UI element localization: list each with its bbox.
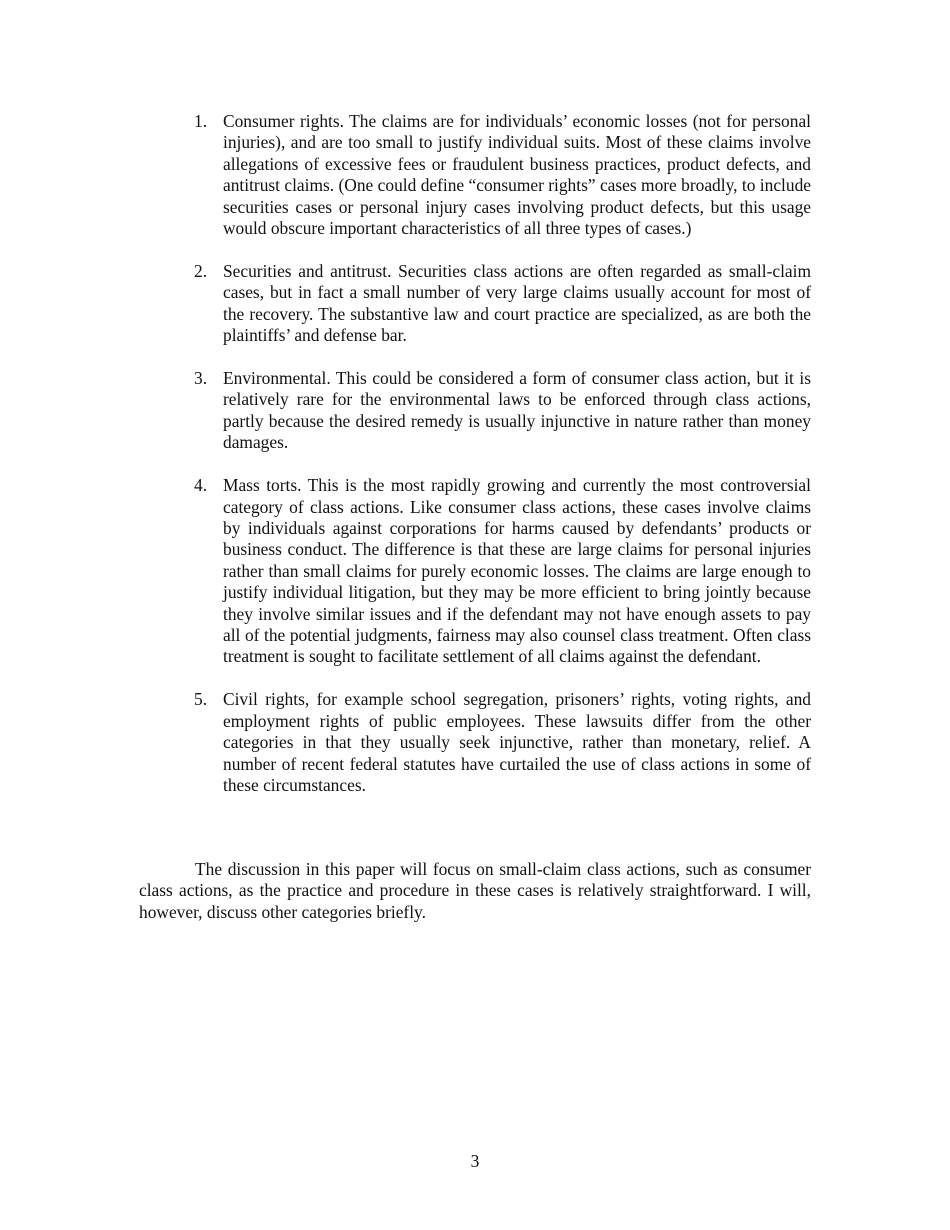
list-item (194, 689, 811, 796)
list-item (194, 475, 811, 668)
list-item (194, 261, 811, 347)
list-item-text: Mass torts. This is the most rapidly growing and currently the most controversial category of class actions. Like consumer class actions, these cases involve claims by individuals against corporations for harms caused by defendants’ products or business conduct. The difference is that these are large claims for personal injuries rather than small claims for purely economic losses. The claims are large enough to justify individual litigation, but they may be more efficient to bring jointly because they involve similar issues and if the defendant may not have enough assets to pay all of the potential judgments, fairness may also counsel class treatment. Often class treatment is sought to facilitate settlement of all claims against the defendant. (223, 475, 811, 667)
closing-paragraph: The discussion in this paper will focus on small-claim class actions, such as consumer class actions, as the practice and procedure in these cases is relatively straightforward. I will, however, discuss other categories briefly. (139, 859, 811, 922)
list-item-text: Securities and antitrust. Securities class actions are often regarded as small-claim cases, but in fact a small number of very large claims usually account for most of the recovery. The substantive law and court practice are specialized, as are both the plaintiffs’ and defense bar. (223, 260, 811, 346)
list-item-number: 1. (194, 111, 208, 131)
list-item (194, 111, 811, 239)
list-item-text: Consumer rights. The claims are for individuals’ economic losses (not for personal injuries), and are too small to justify individual suits. Most of these claims involve allegations of excessive fees or fraudulent business practices, product defects, and antitrust claims. (One could define “consumer rights” cases more broadly, to include securities cases or personal injury cases involving product defects, but this usage would obscure important characteristics of all three types of cases.) (223, 111, 811, 239)
list-item-text: Environmental. This could be considered a form of consumer class action, but it is relatively rare for the environmental laws to be enforced through class actions, partly because the desired remedy is usually injunctive in nature rather than money damages. (223, 368, 811, 453)
list-item-text: Civil rights, for example school segregation, prisoners’ rights, voting rights, and employment rights of public employees. These lawsuits differ from the other categories in that they usually seek injunctive, rather than monetary, relief. A number of recent federal statutes have curtailed the use of class actions in some of these circumstances. (223, 689, 811, 795)
list-item-number: 5. (194, 689, 208, 710)
list-item-number: 3. (194, 368, 208, 389)
category-list (194, 111, 811, 796)
page-number: 3 (470, 1151, 480, 1171)
list-item-number: 2. (194, 260, 208, 281)
list-item (194, 368, 811, 454)
list-item-number: 4. (194, 475, 208, 496)
